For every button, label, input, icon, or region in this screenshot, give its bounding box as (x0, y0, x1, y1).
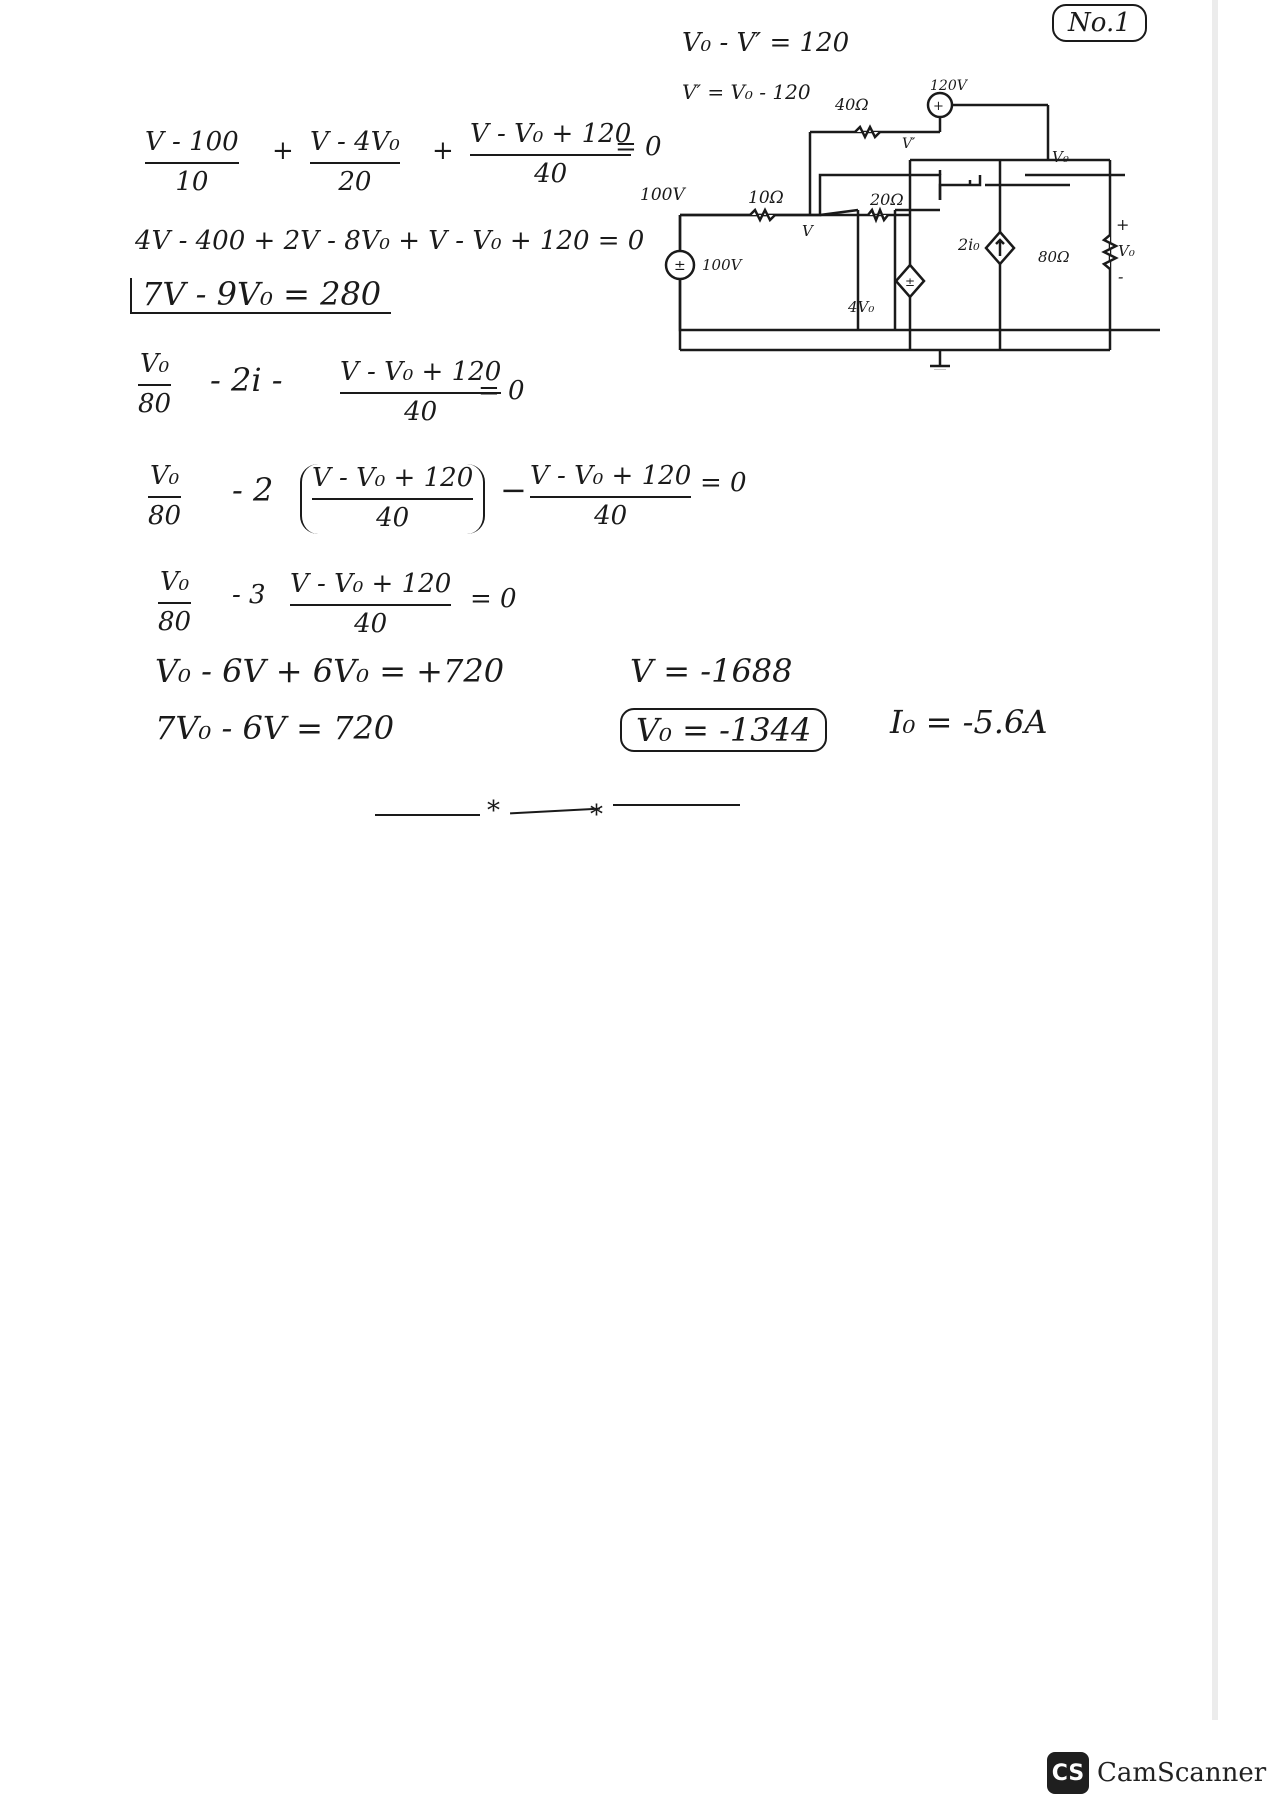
resistor-20 (868, 210, 888, 220)
eq3-term-3-num: V - V₀ + 120 (530, 461, 692, 491)
eq4-term-2-num: V - V₀ + 120 (290, 569, 452, 599)
boxed-equation-a: 7V - 9V₀ = 280 (130, 278, 391, 314)
resistor-80 (1104, 235, 1116, 269)
eq3-term-1 (148, 462, 181, 532)
label-120v: 120V (930, 78, 967, 94)
eq2-term-1-den: 80 (138, 388, 172, 419)
eq1-term-3-den: 40 (534, 158, 568, 189)
camscanner-watermark (1047, 1752, 1266, 1794)
result-io: I₀ = -5.6A (890, 703, 1048, 741)
label-vo-plus: + (1116, 215, 1130, 234)
eq4-term-1-num: V₀ (159, 567, 190, 597)
label-dependent-current: 2i₀ (958, 235, 980, 254)
divider-star-2: * (590, 800, 603, 830)
eq1-plus-2: + (432, 136, 454, 166)
label-vo-minus: - (1118, 267, 1124, 286)
eq3-minus: − (500, 471, 527, 509)
label-node-v: V (802, 222, 813, 240)
ground-symbol (930, 350, 950, 370)
dependent-current-source (986, 232, 1014, 264)
eq4-rhs: = 0 (470, 584, 517, 614)
eq1-plus-1: + (272, 136, 294, 166)
eq3-middle: - 2 (232, 471, 274, 509)
source-100v-polarity: ± (674, 258, 686, 274)
eq1-term-1 (145, 128, 239, 198)
eq3-term-2-den: 40 (376, 502, 410, 533)
label-node-vprime: V′ (902, 136, 916, 152)
eq3-term-2 (300, 464, 485, 534)
label-40-ohm: 40Ω (835, 95, 869, 114)
result-v: V = -1688 (630, 652, 793, 690)
eq2-middle: - 2i - (210, 361, 283, 399)
eq4-term-1-den: 80 (158, 606, 192, 637)
eq4-term-2-den: 40 (354, 608, 388, 639)
label-80-ohm: 80Ω (1038, 248, 1070, 266)
scan-page-edge (1212, 0, 1218, 1720)
result-vo: V₀ = -1344 (620, 708, 827, 752)
eq5: V₀ - 6V + 6V₀ = +720 (155, 652, 505, 690)
resistor-40 (855, 127, 880, 137)
eq1-term-3-num: V - V₀ + 120 (470, 119, 632, 149)
camscanner-logo: CS (1047, 1752, 1089, 1794)
source-120v-polarity: + (933, 99, 944, 114)
eq1-term-1-den: 10 (175, 166, 209, 197)
eq2-term-1-num: V₀ (139, 349, 170, 379)
eq3-rhs: = 0 (700, 468, 747, 498)
eq3-term-3 (530, 462, 691, 532)
eq2-rhs: = 0 (478, 376, 525, 406)
circuit-diagram (640, 70, 1160, 370)
eq1-term-2 (310, 128, 400, 198)
note-vprime-definition: V′ = V₀ - 120 (682, 80, 811, 104)
eq4-middle: - 3 (232, 580, 266, 610)
eq2-term-1 (138, 350, 171, 420)
label-vo-output: V₀ (1118, 242, 1135, 260)
label-100v-side: 100V (702, 256, 742, 274)
eq2-term-2-num: V - V₀ + 120 (340, 357, 502, 387)
eq1-term-3 (470, 120, 631, 190)
label-10-ohm: 10Ω (748, 188, 784, 208)
eq2-term-2-den: 40 (404, 396, 438, 427)
eq3-term-1-den: 80 (148, 500, 182, 531)
camscanner-text: CamScanner (1097, 1758, 1267, 1788)
resistor-10 (750, 210, 775, 220)
note-voltage-relation: V₀ - V′ = 120 (682, 28, 850, 58)
eq1-rhs: = 0 (615, 132, 662, 162)
divider-star-1: * (487, 796, 500, 826)
eq3-term-2-num: V - V₀ + 120 (312, 463, 474, 493)
eq6: 7V₀ - 6V = 720 (155, 709, 395, 747)
page-label: No.1 (1052, 4, 1147, 42)
label-dependent-voltage: 4V₀ (848, 298, 875, 316)
eq4-term-1 (158, 568, 191, 638)
eq3-term-1-num: V₀ (149, 461, 180, 491)
eq3-term-3-den: 40 (594, 500, 628, 531)
label-100v: 100V (640, 185, 685, 205)
eq1-term-2-num: V - 4V₀ (310, 127, 400, 157)
eq1-expanded: 4V - 400 + 2V - 8V₀ + V - V₀ + 120 = 0 (135, 226, 645, 256)
eq1-term-2-den: 20 (338, 166, 372, 197)
dependent-voltage-polarity: ± (905, 275, 916, 289)
label-vo-top: V₀ (1052, 148, 1069, 166)
eq1-term-1-num: V - 100 (145, 127, 239, 157)
label-20-ohm: 20Ω (870, 190, 904, 209)
eq4-term-2 (290, 570, 451, 640)
end-divider (375, 796, 740, 830)
